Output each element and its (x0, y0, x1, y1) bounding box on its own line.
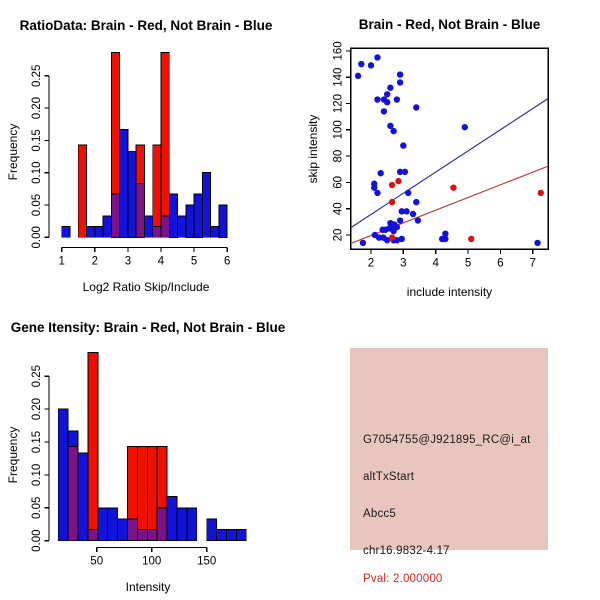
x-axis (58, 248, 230, 268)
brain-point (468, 236, 474, 242)
x-tick-label: 4 (432, 257, 439, 270)
not-brain-bar (118, 519, 128, 541)
not-brain-bar (167, 497, 177, 541)
brain-bar (153, 145, 161, 237)
y-axis (31, 365, 49, 552)
y-tick-label: 0.10 (31, 463, 43, 487)
not-brain-point (415, 217, 421, 223)
not-brain-point (374, 54, 380, 60)
locus-text: chr16.9832-4.17 (363, 545, 450, 557)
not-brain-point (387, 85, 393, 91)
x-axis-label: include intensity (406, 285, 493, 299)
not-brain-bar (169, 194, 177, 237)
not-brain-point (378, 170, 384, 176)
y-tick-label: 0.20 (31, 397, 43, 421)
not-brain-bar (78, 453, 88, 541)
not-brain-point (410, 211, 416, 217)
not-brain-bar (108, 508, 118, 541)
not-brain-bar (103, 216, 111, 237)
not-brain-bar (227, 530, 237, 541)
y-tick-label: 0.15 (31, 129, 43, 152)
not-brain-bar (219, 205, 227, 237)
chart-title: Gene Itensity: Brain - Red, Not Brain - Blue (10, 320, 286, 335)
histogram-bars (62, 53, 228, 238)
y-axis (333, 41, 351, 241)
y-tick-label: 0.05 (31, 496, 43, 519)
pval-text: Pval: 2.000000 (363, 573, 443, 585)
not-brain-point (382, 227, 388, 233)
y-tick-label: 0.00 (31, 226, 43, 249)
not-brain-bar (95, 226, 103, 237)
x-tick-label: 50 (90, 555, 104, 568)
x-tick-label: 150 (197, 555, 217, 568)
not-brain-bar (207, 519, 217, 541)
not-brain-point (355, 73, 361, 79)
plot-box (351, 48, 549, 249)
brain-bar (88, 353, 98, 541)
x-tick-label: 5 (190, 255, 198, 268)
y-axis-label: skip intensity (306, 114, 320, 184)
not-brain-bar (87, 226, 95, 237)
not-brain-bar (144, 216, 152, 237)
not-brain-point (374, 190, 380, 196)
brain-point (389, 182, 395, 188)
x-tick-label: 4 (157, 255, 165, 268)
x-tick-label: 2 (367, 257, 375, 270)
x-axis-label: Intensity (125, 580, 171, 594)
brain-bar (147, 447, 157, 541)
overlap-bar (111, 194, 119, 237)
scatter-points (355, 54, 544, 246)
not-brain-point (390, 128, 396, 134)
not-brain-bar (62, 226, 70, 237)
y-tick-label: 20 (332, 228, 345, 242)
not-brain-point (381, 108, 387, 114)
not-brain-point (402, 169, 408, 175)
overlap-bar (153, 226, 161, 237)
x-tick-label: 6 (223, 255, 231, 268)
overlap-bar (137, 530, 147, 541)
not-brain-bar (177, 508, 187, 541)
not-brain-bar (187, 508, 197, 541)
x-tick-label: 6 (497, 257, 504, 270)
x-tick-label: 1 (58, 255, 65, 268)
y-tick-label: 160 (332, 41, 345, 61)
brain-bar (137, 447, 147, 541)
brain-point (389, 199, 395, 205)
brain-point (389, 234, 395, 240)
y-tick-label: 0.15 (31, 430, 43, 454)
gene-info-panel (300, 300, 600, 600)
not-brain-point (397, 71, 403, 77)
brain-bar (78, 145, 86, 237)
y-tick-label: 0.25 (31, 64, 43, 87)
histogram-bars (58, 353, 246, 541)
y-tick-label: 0.25 (31, 365, 43, 388)
intensity-scatter-panel (300, 0, 600, 300)
y-tick-label: 80 (332, 149, 345, 163)
not-brain-point (384, 99, 390, 105)
not-brain-bar (186, 205, 194, 237)
not-brain-fit (351, 98, 549, 228)
brain-bar (161, 53, 169, 238)
not-brain-point (400, 142, 406, 148)
overlap-bar (136, 184, 144, 238)
not-brain-point (413, 104, 419, 110)
overlap-bar (68, 447, 78, 541)
overlap-bar (128, 519, 138, 541)
brain-point (538, 190, 544, 196)
y-axis (31, 65, 49, 249)
overlap-bar (147, 530, 157, 541)
gene-intensity-histogram-panel (0, 300, 300, 600)
not-brain-point (360, 240, 366, 246)
y-tick-label: 60 (332, 176, 345, 189)
not-brain-bar (211, 226, 219, 237)
not-brain-point (368, 62, 374, 68)
not-brain-point (462, 124, 468, 130)
y-tick-label: 0.10 (31, 161, 43, 184)
ratio-histogram-panel (0, 0, 300, 300)
not-brain-point (397, 79, 403, 85)
y-tick-label: 0.05 (31, 193, 43, 217)
not-brain-point (413, 199, 419, 205)
x-axis (368, 249, 536, 269)
not-brain-point (394, 96, 400, 102)
x-tick-label: 3 (400, 257, 407, 270)
brain-point (395, 178, 401, 184)
x-tick-label: 100 (142, 555, 162, 568)
x-tick-label: 5 (464, 257, 472, 270)
x-axis (90, 548, 216, 568)
not-brain-bar (120, 129, 128, 237)
not-brain-point (534, 240, 540, 246)
not-brain-bar (217, 530, 227, 541)
not-brain-point (390, 228, 396, 234)
y-tick-label: 40 (332, 202, 345, 216)
not-brain-point (397, 217, 403, 223)
not-brain-bar (236, 530, 246, 541)
y-tick-label: 140 (332, 67, 345, 87)
chart-title: Brain - Red, Not Brain - Blue (358, 17, 541, 32)
x-axis-label: Log2 Ratio Skip/Include (82, 280, 210, 294)
overlap-bar (88, 530, 98, 541)
not-brain-bar (194, 194, 202, 237)
y-tick-label: 100 (332, 120, 345, 140)
event-type-text: altTxStart (363, 471, 415, 483)
probe-id-text: G7054755@J921895_RC@i_at (363, 434, 531, 446)
not-brain-bar (202, 173, 210, 238)
x-tick-label: 2 (91, 255, 99, 268)
not-brain-point (399, 236, 405, 242)
not-brain-point (358, 61, 364, 67)
gene-name-text: Abcc5 (363, 508, 396, 520)
info-card (350, 348, 548, 585)
not-brain-point (403, 208, 409, 214)
y-tick-label: 0.20 (31, 96, 43, 120)
y-axis-label: Frequency (6, 426, 20, 484)
y-tick-label: 0.00 (31, 529, 43, 552)
overlap-bar (161, 216, 169, 237)
y-tick-label: 120 (332, 93, 345, 114)
not-brain-bar (128, 151, 136, 237)
not-brain-point (374, 96, 380, 102)
y-axis-label: Frequency (6, 123, 20, 181)
not-brain-point (442, 236, 448, 242)
not-brain-bar (178, 216, 186, 237)
overlap-bar (157, 508, 167, 541)
not-brain-bar (98, 508, 108, 541)
brain-point (450, 184, 456, 190)
chart-title: RatioData: Brain - Red, Not Brain - Blue (19, 18, 273, 33)
not-brain-bar (58, 409, 68, 541)
x-tick-label: 7 (529, 257, 536, 270)
x-tick-label: 3 (124, 255, 132, 268)
not-brain-point (405, 190, 411, 196)
